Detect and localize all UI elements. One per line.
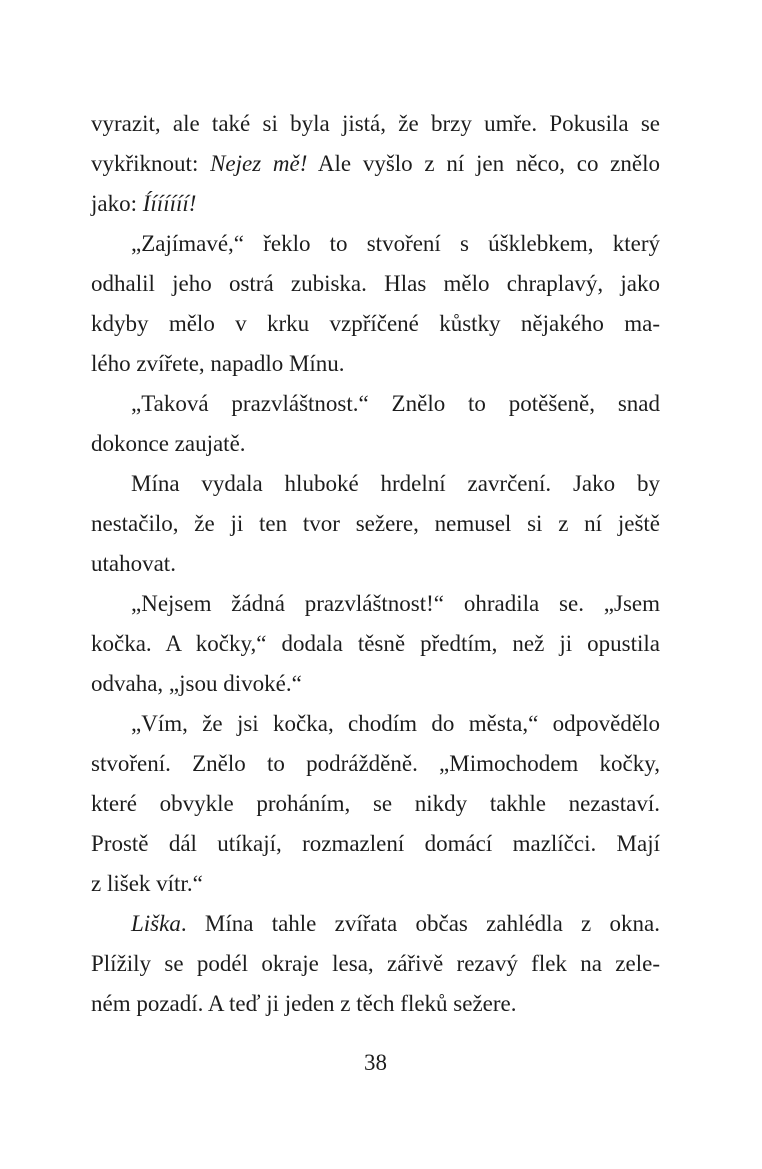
text-line [91, 224, 660, 264]
text-segment: utahovat. [91, 551, 176, 576]
paragraph [91, 224, 660, 384]
text-line [91, 544, 660, 584]
text-segment: jako: [91, 191, 143, 216]
text-line [91, 304, 660, 344]
text-line [91, 624, 660, 664]
text-line [91, 384, 660, 424]
text-segment: dokonce zaujatě. [91, 431, 246, 456]
text-segment: stvoření. Znělo to podrážděně. „Mimochodem kočky, [91, 751, 660, 776]
text-segment: nestačilo, že ji ten tvor sežere, nemusel si z ní ještě [91, 511, 660, 536]
text-segment: které obvykle proháním, se nikdy takhle nezastaví. [91, 791, 660, 816]
page-text [91, 104, 660, 1024]
text-line [91, 264, 660, 304]
text-segment: Prostě dál utíkají, rozmazlení domácí mazlíčci. Mají [91, 831, 660, 856]
text-line [91, 344, 660, 384]
text-line [91, 584, 660, 624]
paragraph [91, 704, 660, 904]
text-line [91, 184, 660, 224]
text-segment: kočka. A kočky,“ dodala těsně předtím, než ji opustila [91, 631, 660, 656]
paragraph [91, 904, 660, 1024]
text-line [91, 144, 660, 184]
page-number: 38 [364, 1050, 387, 1075]
text-line [91, 704, 660, 744]
text-line [91, 824, 660, 864]
text-line [91, 864, 660, 904]
text-segment: Mína vydala hluboké hrdelní zavrčení. Jako by [131, 471, 660, 496]
italic-text-segment: Liška [131, 911, 181, 936]
text-line [91, 744, 660, 784]
text-line [91, 984, 660, 1024]
paragraph [91, 384, 660, 464]
paragraph [91, 584, 660, 704]
text-segment: lého zvířete, napadlo Mínu. [91, 351, 345, 376]
text-segment: „Taková prazvláštnost.“ Znělo to potěšeně, snad [131, 391, 660, 416]
text-line [91, 944, 660, 984]
paragraph [91, 464, 660, 584]
italic-text-segment: Nejez mě! [210, 151, 308, 176]
text-line [91, 904, 660, 944]
text-segment: ném pozadí. A teď ji jeden z těch fleků sežere. [91, 991, 517, 1016]
text-segment: „Vím, že jsi kočka, chodím do města,“ odpovědělo [131, 711, 660, 736]
text-segment: Ale vyšlo z ní jen něco, co znělo [307, 151, 660, 176]
text-segment: „Zajímavé,“ řeklo to stvoření s úšklebkem, který [131, 231, 660, 256]
text-segment: odvaha, „jsou divoké.“ [91, 671, 302, 696]
text-segment: vyrazit, ale také si byla jistá, že brzy umře. Pokusila se [91, 111, 660, 136]
text-line [91, 104, 660, 144]
paragraph [91, 104, 660, 224]
text-line [91, 504, 660, 544]
text-segment: vykřiknout: [91, 151, 211, 176]
text-segment: odhalil jeho ostrá zubiska. Hlas mělo chraplavý, jako [91, 271, 660, 296]
italic-text-segment: Ííííííí! [142, 191, 197, 216]
text-segment: kdyby mělo v krku vzpříčené kůstky nějakého ma- [91, 311, 660, 336]
text-line [91, 784, 660, 824]
text-line [91, 464, 660, 504]
text-segment: . Mína tahle zvířata občas zahlédla z okna. [180, 911, 660, 936]
text-line [91, 664, 660, 704]
text-line [91, 424, 660, 464]
text-segment: z lišek vítr.“ [91, 871, 203, 896]
text-segment: Plížily se podél okraje lesa, zářivě rezavý flek na zele- [91, 951, 660, 976]
text-segment: „Nejsem žádná prazvláštnost!“ ohradila se. „Jsem [131, 591, 660, 616]
